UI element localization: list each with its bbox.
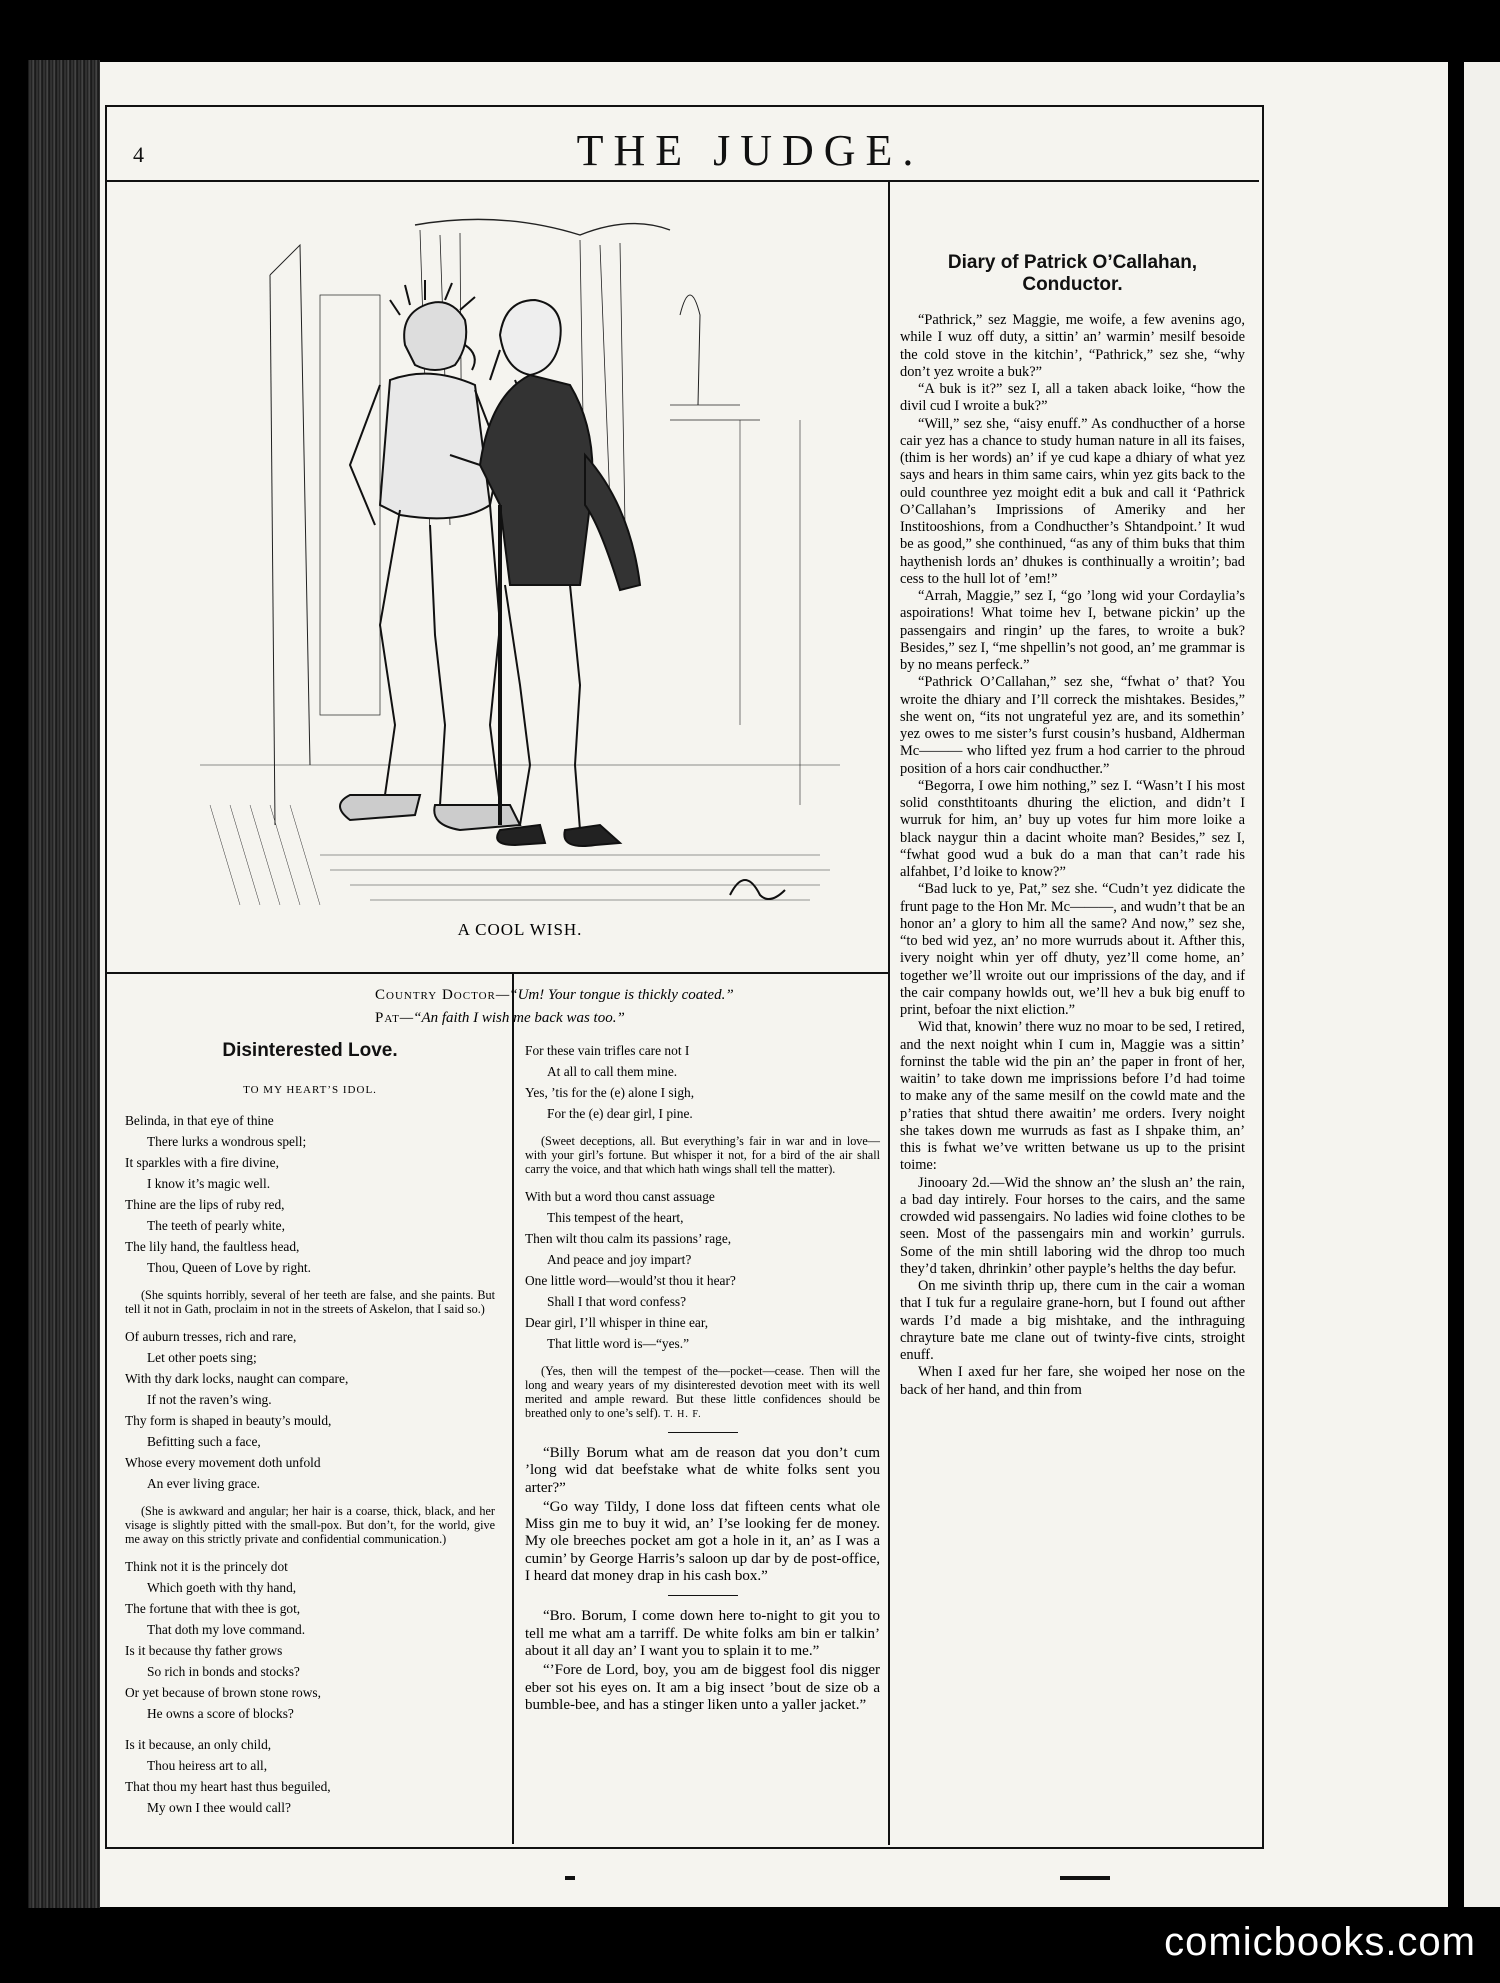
verse-line: If not the raven’s wing.: [147, 1392, 272, 1407]
cartoon-caption-line-1: [375, 987, 734, 1004]
poem-stanza-3: [125, 1556, 495, 1724]
verse-line: Think not it is the princely dot: [125, 1559, 288, 1574]
poem-signature: T. H. F.: [663, 1409, 702, 1420]
cartoon-bottom-rule: [106, 972, 889, 974]
verse-line: Then wilt thou calm its passions’ rage,: [525, 1231, 732, 1246]
cartoon-title: A COOL WISH.: [457, 920, 583, 939]
caption-speaker-2: Pat: [375, 1010, 400, 1026]
print-mark: [1060, 1876, 1110, 1880]
verse-line: The teeth of pearly white,: [147, 1218, 285, 1233]
verse-line: An ever living grace.: [147, 1476, 261, 1491]
diary-title: Diary of Patrick O’Callahan, Conductor.: [947, 252, 1198, 295]
dialogue-paragraph-1: “Billy Borum what am de reason dat you don’t cum ’long wid dat beefstake what de white folks sent you arter?”: [525, 1445, 880, 1496]
verse-line: With but a word thou canst assuage: [525, 1189, 715, 1204]
dialogue-paragraph-4: “’Fore de Lord, boy, you am de biggest fool dis nigger eber sot his eyes on. It am a big insect ’bout de size ob a bumble-bee, and has a stinger liken unto a yaller jacket.”: [525, 1662, 880, 1713]
verse-line: He owns a score of blocks?: [147, 1706, 294, 1721]
verse-line: Or yet because of brown stone rows,: [125, 1685, 321, 1700]
verse-line: Thy form is shaped in beauty’s mould,: [125, 1413, 332, 1428]
poem-aside-4: [525, 1364, 880, 1422]
poem-column-1: [125, 1040, 495, 1828]
verse-line: For these vain trifles care not I: [525, 1043, 690, 1058]
source-watermark: comicbooks.com: [1164, 1920, 1476, 1964]
poem-column-2: [525, 1040, 880, 1716]
verse-line: Is it because thy father grows: [125, 1643, 283, 1658]
poem-aside-1: (She squints horribly, several of her teeth are false, and she paints. But tell it not in Gath, proclaim in not in the streets of Askelon, that I said so.): [125, 1288, 495, 1316]
poem-aside-3: (Sweet deceptions, all. But everything’s fair in war and in love—with your girl’s fortune. But whisper it not, for a bird of the air shall carry the voice, and that which hath wings shall tell the matter).: [525, 1134, 880, 1176]
diary-paragraph: “Arrah, Maggie,” sez I, “go ’long wid your Cordaylia’s aspoirations! What toime hev I, betwane pickin’ up the passengairs and ringin’ up the fares, to wroite a buk? Besides,” sez I, “me shpellin’s not good, an’ me grammar is by no means perfeck.”: [900, 588, 1245, 673]
diary-paragraph: “Will,” sez she, “aisy enuff.” As condhucther of a horse cair yez has a chance to study human nature in all its faises, (thim is her words) an’ if ye cud kape a dhiary of what yez says and hears in thim same cairs, whin yez gits back to the ould counthree yez moight edit a buk and call it ‘Pathrick O’Callahan’s Imprissions of Ameriky and her Institooshions, from a Condhucther’s Shtandpoint.’ It wud be as good,” she conthinued, “as any of thim buks that thim haythenish lords an’ dhukes is conthinually a wroitin’; bad cess to the hull lot of ’em!”: [900, 415, 1245, 587]
print-mark: [565, 1876, 575, 1880]
verse-line: So rich in bonds and stocks?: [147, 1664, 300, 1679]
poem-stanza-1: [125, 1110, 495, 1278]
verse-line: Let other poets sing;: [147, 1350, 257, 1365]
poem-stanza-4: [125, 1734, 495, 1818]
verse-line: Which goeth with thy hand,: [147, 1580, 297, 1595]
next-page-edge: [1458, 62, 1500, 1907]
poem-stanza-2: [125, 1326, 495, 1494]
verse-line: The lily hand, the faultless head,: [125, 1239, 300, 1254]
verse-line: Yes, ’tis for the (e) alone I sigh,: [525, 1085, 695, 1100]
verse-line: Befitting such a face,: [147, 1434, 261, 1449]
verse-line: It sparkles with a fire divine,: [125, 1155, 279, 1170]
verse-line: With thy dark locks, naught can compare,: [125, 1371, 349, 1386]
verse-line: Dear girl, I’ll whisper in thine ear,: [525, 1315, 709, 1330]
verse-line: Shall I that word confess?: [547, 1294, 687, 1309]
diary-column: [900, 252, 1245, 1399]
verse-line: That doth my love command.: [147, 1622, 306, 1637]
aside-4-text: (Yes, then will the tempest of the—pocket—cease. Then will the long and weary years of my disinterested devotion meet with its well merited and ample reward. But these little confidences should be breathed only to one’s self).: [525, 1364, 880, 1420]
verse-line: And peace and joy impart?: [547, 1252, 692, 1267]
column-rule-middle: [512, 974, 514, 1844]
poem-stanza-5: [525, 1040, 880, 1124]
verse-line: I know it’s magic well.: [147, 1176, 271, 1191]
verse-line: Whose every movement doth unfold: [125, 1455, 321, 1470]
diary-paragraph: When I axed fur her fare, she woiped her nose on the back of her hand, and thin from: [900, 1364, 1245, 1398]
verse-line: This tempest of the heart,: [547, 1210, 684, 1225]
cartoon-caption-line-2: [375, 1010, 625, 1027]
masthead-title: THE JUDGE.: [576, 126, 924, 175]
page-number: 4: [133, 142, 144, 167]
diary-paragraph: “A buk is it?” sez I, all a taken aback loike, “how the divil cud I wroite a buk?”: [900, 381, 1245, 415]
diary-paragraph: Wid that, knowin’ there wuz no moar to be sed, I retired, and the next noight whin I cum in, Maggie was a sittin’ forninst the table wid the pin an’ the paper in front of her, waitin’ to take down me imprissions before I’d had toime to make any of the same mesilf on the cowld mate and the p’raties that shtud there awaitin’ me orders. Ivery noight she takes down me wurruds as fast as I shpake thim, an’ this is fwhat we’ve written betwane us up to the prisint toime:: [900, 1019, 1245, 1174]
column-rule-right: [888, 182, 890, 1845]
verse-line: Thou, Queen of Love by right.: [147, 1260, 311, 1275]
poem-stanza-6: [525, 1186, 880, 1354]
verse-line: The fortune that with thee is got,: [125, 1601, 301, 1616]
verse-line: Of auburn tresses, rich and rare,: [125, 1329, 297, 1344]
verse-line: There lurks a wondrous spell;: [147, 1134, 307, 1149]
diary-paragraph: “Pathrick,” sez Maggie, me woife, a few avenins ago, while I wuz off duty, a sittin’ an’ warmin’ mesilf besoide the cold stove in the kitchin’, “Pathrick,” sez she, “why don’t yez wroite a buk?”: [900, 312, 1245, 380]
caption-speaker-1: Country Doctor: [375, 987, 496, 1003]
verse-line: For the (e) dear girl, I pine.: [547, 1106, 693, 1121]
poem-title: Disinterested Love.: [222, 1040, 398, 1061]
diary-paragraph: Jinooary 2d.—Wid the shnow an’ the slush an’ the rain, a bad day intirely. Four horses to the cairs, and the same crowded wid passengairs. No ladies wid foine clothes to be seen. Most of the passengairs min and workin’ gurruls. Some of the min shtill laboring wid the dhrop too much they’d taken, dhrinkin’ other payple’s helths the day befur.: [900, 1174, 1245, 1277]
verse-line: Is it because, an only child,: [125, 1737, 272, 1752]
caption-quote-2: —“An faith I wish me back was too.”: [399, 1010, 625, 1026]
verse-line: Thou heiress art to all,: [147, 1758, 268, 1773]
cartoon-illustration: [200, 205, 840, 925]
verse-line: Thine are the lips of ruby red,: [125, 1197, 285, 1212]
poem-dedication: TO MY HEART’S IDOL.: [243, 1084, 377, 1096]
verse-line: That thou my heart hast thus beguiled,: [125, 1779, 331, 1794]
section-divider: [668, 1432, 738, 1433]
verse-line: That little word is—“yes.”: [547, 1336, 690, 1351]
caption-quote-1: —“Um! Your tongue is thickly coated.”: [495, 987, 734, 1003]
section-divider: [668, 1595, 738, 1596]
verse-line: One little word—would’st thou it hear?: [525, 1273, 736, 1288]
dialogue-paragraph-2: “Go way Tildy, I done loss dat fifteen cents what ole Miss gin me to buy it wid, an’ I’se looking fer de money. My ole breeches pocket am got a hole in it, an’ as I was a cumin’ by George Harris’s saloon up dar by de post-office, I heard dat money drap in his cash box.”: [525, 1498, 880, 1585]
diary-paragraph: “Pathrick O’Callahan,” sez she, “fwhat o’ that? You wroite the dhiary and I’ll correck the mishtakes. Besides,” she went on, “its not ungrateful yez are, and its somethin’ yez owes to me sister’s furst cousin’s husband, Aldherman Mc——— who lifted yez frum a hod carrier to the phroud position of a hors cair condhucther.”: [900, 674, 1245, 777]
diary-paragraph: “Bad luck to ye, Pat,” sez she. “Cudn’t yez didicate the frunt page to the Hon Mr. Mc———, and wudn’t that be an honor an’ a glory to him all the same? And now,” sez she, “to bed wid yez, an’ no more wurruds about it. Afther this, ivery noight whin yer off dhuty, yez’ll come home, an’ together we’ll wroite out our imprissions of the day, and if the cair company howlds out, we’ll hev a buk big enuff to print, befoar the nixt eliction.”: [900, 881, 1245, 1018]
diary-paragraph: On me sivinth thrip up, there cum in the cair a woman that I tuk fur a regulaire grane-horn, but I found out afther wards I’d made a big mishtake, and the inthraguing chrayture bate me clane out of twinty-five cints, stroight enuff.: [900, 1278, 1245, 1363]
diary-paragraph: “Begorra, I owe him nothing,” sez I. “Wasn’t I his most solid consthtitoants dhuring the eliction, and didn’t I wurruk for him, an’ buy up votes fur him more loike a black naygur thin a dacint whoite man? Besides,” sez I, “fwhat good wud a buk do a man that can’t rade his alfahbet, I’d loike to know?”: [900, 777, 1245, 880]
book-spine-edge: [28, 60, 100, 1908]
header-rule: [106, 180, 1259, 182]
verse-line: Belinda, in that eye of thine: [125, 1113, 274, 1128]
dialogue-paragraph-3: “Bro. Borum, I come down here to-night to git you to tell me what am a tarriff. De white folks am bin er talkin’ about it all day an’ I want you to splain it to me.”: [525, 1608, 880, 1659]
poem-aside-2: (She is awkward and angular; her hair is a coarse, thick, black, and her visage is slightly pitted with the small-pox. But don’t, for the world, give me away on this strictly private and confidential communication.): [125, 1504, 495, 1546]
verse-line: My own I thee would call?: [147, 1800, 291, 1815]
verse-line: At all to call them mine.: [547, 1064, 678, 1079]
